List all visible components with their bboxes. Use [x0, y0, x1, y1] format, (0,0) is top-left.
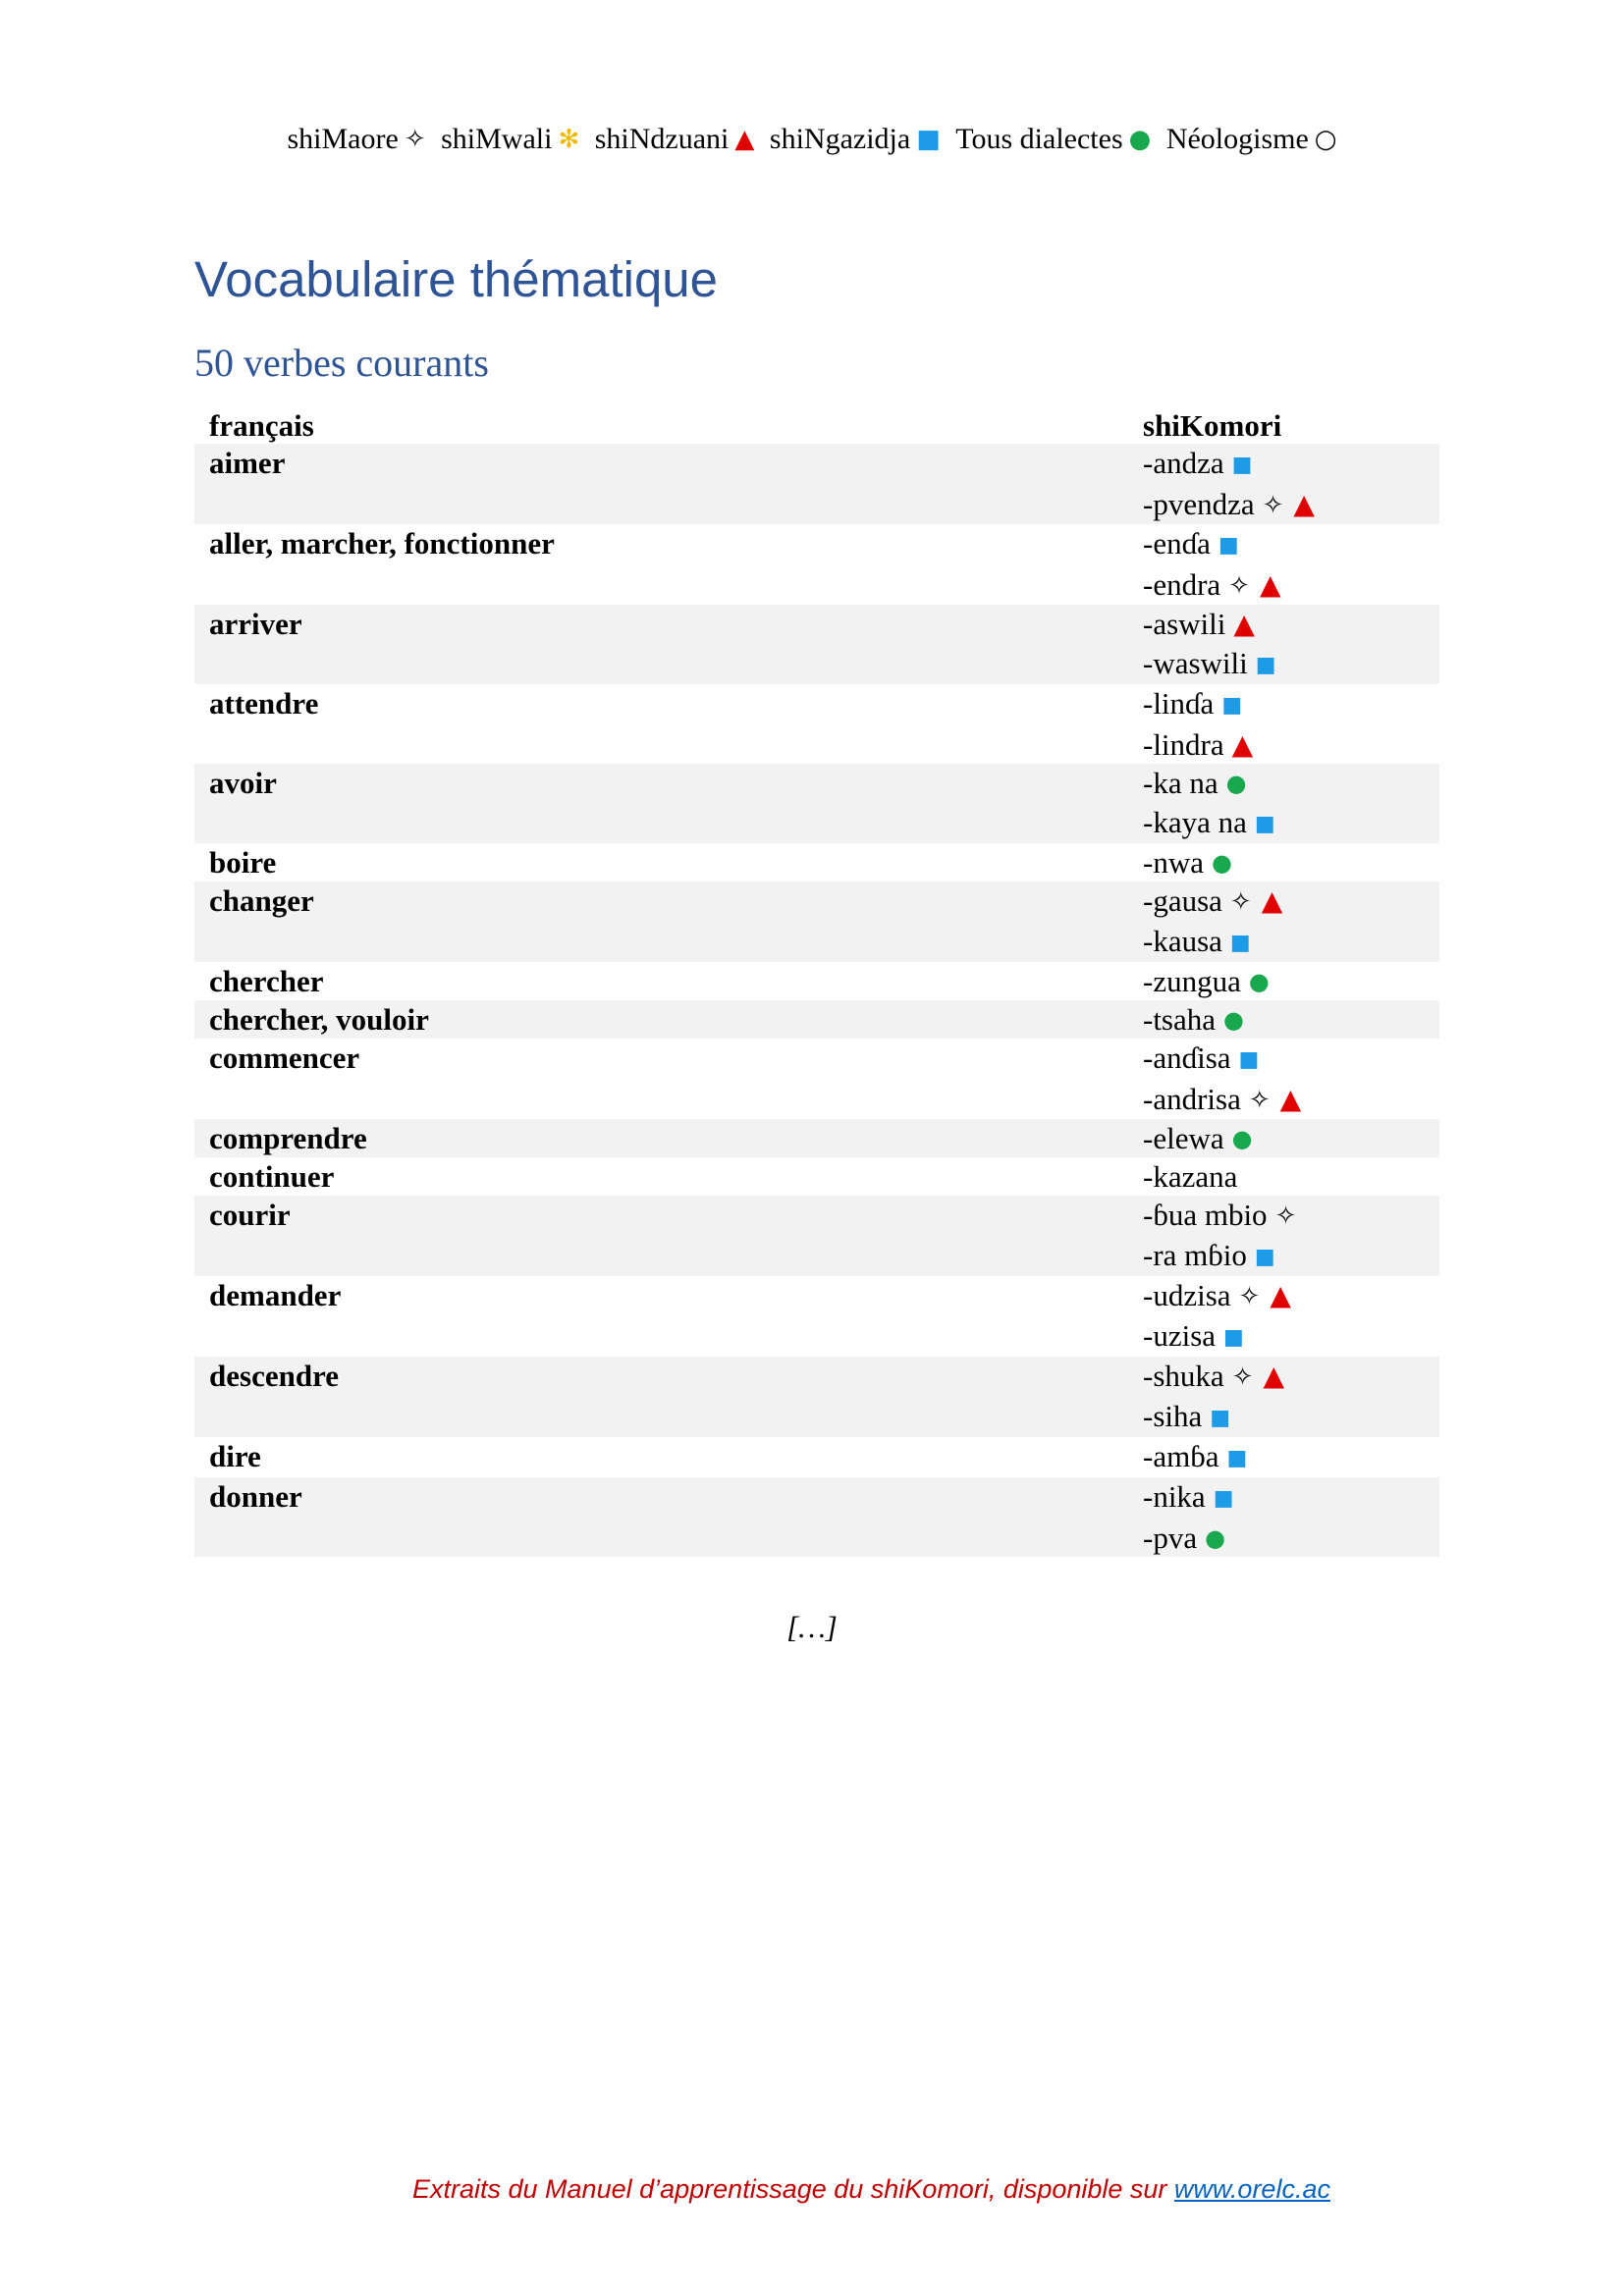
french-verb: dire	[209, 1439, 261, 1473]
translation-line	[1143, 486, 1439, 524]
blue-square-icon: ■	[1231, 453, 1253, 477]
shikomori-word: -shuka	[1143, 1359, 1224, 1393]
table-row	[194, 881, 1439, 962]
shikomori-word: -ra mɓio	[1143, 1238, 1247, 1272]
shikomori-translations	[1128, 1196, 1439, 1276]
shikomori-word: -uzisa	[1143, 1318, 1217, 1353]
four-point-star-icon: ✧	[1229, 887, 1252, 917]
legend-label: Néologisme	[1165, 123, 1309, 155]
translation-line	[1143, 1520, 1439, 1557]
french-verb: aller, marcher, fonctionner	[209, 526, 555, 561]
french-verb: donner	[194, 1477, 1128, 1557]
asterisk-flower-icon: ✻	[558, 125, 580, 154]
shikomori-translations	[1128, 843, 1439, 881]
translation-line	[1143, 765, 1439, 802]
shikomori-word: -enɗa	[1143, 526, 1211, 561]
french-verb: arriver	[194, 605, 1128, 684]
blue-square-icon: ■	[1254, 1245, 1275, 1269]
legend-entry	[1166, 123, 1337, 155]
four-point-star-icon: ✧	[1248, 1086, 1271, 1115]
dialect-markers	[1226, 1439, 1247, 1473]
translation-line	[1143, 1120, 1439, 1157]
shikomori-word: -ɓua mbio	[1143, 1198, 1268, 1232]
legend-entry	[595, 123, 755, 155]
translation-line	[1143, 1158, 1439, 1196]
shikomori-word: -elewa	[1143, 1121, 1224, 1155]
shikomori-word: -amɓa	[1143, 1439, 1219, 1473]
french-verb: demander	[209, 1278, 342, 1312]
legend-label: shiNdzuani	[594, 123, 730, 155]
blue-square-icon: ■	[1213, 1486, 1234, 1511]
red-triangle-icon: ▲	[1270, 1279, 1291, 1311]
green-dot-icon: ●	[1248, 968, 1270, 995]
green-dot-icon: ●	[1205, 1524, 1226, 1552]
dialect-markers	[1218, 526, 1239, 561]
red-triangle-icon: ▲	[1233, 608, 1255, 640]
shikomori-word: -nwa	[1143, 845, 1204, 880]
shikomori-translations	[1128, 444, 1439, 524]
table-row	[194, 1357, 1439, 1437]
shikomori-word: -tsaha	[1143, 1002, 1217, 1037]
translation-line	[1143, 1398, 1439, 1437]
dialect-markers	[1230, 883, 1282, 918]
dialect-markers	[1239, 1278, 1291, 1312]
translation-line	[1143, 844, 1439, 881]
legend-label: shiMwali	[441, 123, 553, 155]
french-verb: chercher	[209, 964, 324, 998]
dialect-markers	[1230, 924, 1251, 958]
legend-entry	[955, 123, 1151, 155]
shikomori-word: -kazana	[1143, 1159, 1238, 1194]
dialect-markers	[1205, 1521, 1225, 1555]
red-triangle-icon: ▲	[1259, 568, 1281, 601]
dialect-markers	[1214, 1479, 1234, 1514]
translation-line	[1143, 1197, 1439, 1235]
table-row	[194, 1196, 1439, 1276]
table-header-row	[194, 406, 1439, 444]
translation-line	[1143, 645, 1439, 684]
shikomori-translations	[1128, 764, 1439, 843]
dialect-markers	[1256, 646, 1276, 680]
shikomori-translations	[1128, 1357, 1439, 1437]
red-triangle-icon: ▲	[1231, 728, 1254, 761]
four-point-star-icon: ✧	[1274, 1201, 1297, 1231]
table-row	[194, 524, 1439, 605]
table-row	[194, 605, 1439, 684]
dialect-markers	[1263, 487, 1315, 521]
translation-line	[1143, 1237, 1439, 1276]
footer-text: Extraits du Manuel d’apprentissage du shiKomori, disponible sur	[412, 2174, 1174, 2204]
dialect-markers	[1275, 1198, 1297, 1232]
blue-square-icon: ■	[1223, 1325, 1244, 1350]
dialect-markers	[1226, 766, 1247, 800]
legend-label: shiMaore	[287, 123, 399, 155]
shikomori-word: -udzisa	[1143, 1278, 1231, 1312]
four-point-star-icon: ✧	[404, 125, 426, 154]
shikomori-word: -kausa	[1143, 924, 1222, 958]
red-triangle-icon: ▲	[1279, 1083, 1302, 1115]
dialect-markers	[1232, 1359, 1284, 1393]
shikomori-translations	[1128, 881, 1439, 962]
shikomori-translations	[1128, 962, 1439, 1000]
translation-line	[1143, 882, 1439, 921]
translation-line	[1143, 1317, 1439, 1357]
column-header-shikomori: shiKomori	[1128, 406, 1439, 444]
red-triangle-icon: ▲	[1293, 488, 1315, 520]
shikomori-word: -siha	[1143, 1399, 1203, 1433]
shikomori-translations	[1128, 1157, 1439, 1196]
dialect-markers	[1249, 964, 1270, 998]
blue-square-icon: ■	[1221, 693, 1243, 718]
red-triangle-icon: ▲	[1263, 1360, 1284, 1392]
table-row	[194, 444, 1439, 524]
four-point-star-icon: ✧	[1262, 491, 1284, 520]
shikomori-word: -pvendza	[1143, 487, 1255, 521]
shikomori-word: -aswili	[1143, 607, 1226, 641]
dialect-markers	[1212, 845, 1232, 880]
table-row	[194, 1437, 1439, 1477]
dialect-markers	[1232, 727, 1254, 762]
green-dot-icon: ●	[1225, 770, 1247, 797]
shikomori-translations	[1128, 684, 1439, 764]
translation-line	[1143, 963, 1439, 1000]
hollow-circle-icon: ○	[1314, 125, 1337, 154]
vocabulary-table	[194, 406, 1439, 1557]
translation-line	[1143, 445, 1439, 484]
dialect-markers	[1239, 1041, 1260, 1075]
translation-line	[1143, 1478, 1439, 1518]
translation-line	[1143, 726, 1439, 764]
dialect-markers	[1232, 1121, 1253, 1155]
translation-line	[1143, 1358, 1439, 1396]
shikomori-translations	[1128, 1276, 1439, 1357]
translation-line	[1143, 1040, 1439, 1079]
table-row	[194, 1039, 1439, 1119]
shikomori-translations	[1128, 1000, 1439, 1039]
green-dot-icon: ●	[1211, 849, 1232, 877]
column-header-francais: français	[194, 406, 1128, 444]
translation-line	[1143, 566, 1439, 605]
french-verb: changer	[194, 881, 1128, 962]
shikomori-translations	[1128, 1119, 1439, 1157]
footer-note	[412, 2174, 1330, 2205]
blue-square-icon: ■	[1254, 812, 1275, 836]
shikomori-word: -nika	[1143, 1479, 1206, 1514]
shikomori-word: -gausa	[1143, 883, 1222, 918]
blue-square-icon: ■	[1226, 1446, 1248, 1470]
table-row	[194, 1119, 1439, 1157]
blue-square-icon: ■	[1229, 931, 1251, 955]
legend-entry	[770, 123, 941, 155]
french-verb: descendre	[194, 1357, 1128, 1437]
shikomori-word: -zungua	[1143, 964, 1241, 998]
translation-line	[1143, 1081, 1439, 1119]
dialect-markers	[1255, 1238, 1275, 1272]
shikomori-word: -waswili	[1143, 646, 1248, 680]
blue-square-icon: ■	[1210, 1406, 1231, 1430]
shikomori-word: -anɗisa	[1143, 1041, 1231, 1075]
table-row	[194, 843, 1439, 881]
dialect-markers	[1210, 1399, 1230, 1433]
dialect-markers	[1221, 686, 1242, 721]
shikomori-word: -andza	[1143, 446, 1224, 480]
legend-label: Tous dialectes	[955, 123, 1123, 155]
translation-line	[1143, 606, 1439, 643]
legend-label: shiNgazidja	[769, 123, 911, 155]
translation-line	[1143, 1438, 1439, 1477]
dialect-markers	[1223, 1318, 1244, 1353]
dialect-markers	[1228, 567, 1280, 602]
legend-entry	[441, 123, 579, 155]
shikomori-word: -lindra	[1143, 727, 1224, 762]
translation-line	[1143, 1001, 1439, 1039]
page-title: Vocabulaire thématique	[194, 251, 719, 307]
red-triangle-icon: ▲	[1261, 884, 1283, 917]
shikomori-word: -kaya na	[1143, 805, 1247, 839]
translation-line	[1143, 923, 1439, 962]
french-verb: courir	[194, 1196, 1128, 1276]
ellipsis-marker: […]	[786, 1610, 838, 1644]
shikomori-word: -linɗa	[1143, 686, 1215, 721]
dialect-markers	[1233, 607, 1255, 641]
table-body	[194, 444, 1439, 1557]
french-verb: comprendre	[194, 1119, 1128, 1157]
dialect-markers	[1255, 805, 1275, 839]
table-row	[194, 764, 1439, 843]
dialect-markers	[1223, 1002, 1244, 1037]
french-verb: avoir	[194, 764, 1128, 843]
french-verb: continuer	[209, 1159, 335, 1194]
table-row	[194, 962, 1439, 1000]
green-dot-icon: ●	[1231, 1125, 1253, 1152]
dialect-markers	[1249, 1082, 1301, 1116]
four-point-star-icon: ✧	[1231, 1362, 1254, 1392]
blue-square-icon: ■	[1218, 533, 1239, 558]
shikomori-translations	[1128, 605, 1439, 684]
section-title: 50 verbes courants	[194, 341, 489, 385]
translation-line	[1143, 804, 1439, 843]
table-row	[194, 1000, 1439, 1039]
shikomori-word: -endra	[1143, 567, 1221, 602]
blue-square-icon: ■	[916, 125, 941, 154]
table-row	[194, 1157, 1439, 1196]
table-row	[194, 684, 1439, 764]
french-verb: attendre	[209, 686, 319, 721]
shikomori-word: -ka na	[1143, 766, 1218, 800]
translation-line	[1143, 685, 1439, 724]
translation-line	[1143, 525, 1439, 564]
shikomori-word: -pva	[1143, 1521, 1198, 1555]
french-verb: boire	[209, 845, 277, 880]
red-triangle-icon: ▲	[734, 125, 755, 154]
shikomori-translations	[1128, 524, 1439, 605]
shikomori-translations	[1128, 1437, 1439, 1477]
green-dot-icon: ●	[1223, 1006, 1244, 1034]
blue-square-icon: ■	[1255, 653, 1276, 677]
table-row	[194, 1276, 1439, 1357]
dialect-markers	[1232, 446, 1253, 480]
translation-line	[1143, 1277, 1439, 1315]
shikomori-translations	[1128, 1477, 1439, 1557]
four-point-star-icon: ✧	[1228, 571, 1250, 601]
table-row	[194, 1477, 1439, 1557]
blue-square-icon: ■	[1238, 1047, 1260, 1072]
four-point-star-icon: ✧	[1238, 1282, 1261, 1311]
french-verb: chercher, vouloir	[194, 1000, 1128, 1039]
french-verb: commencer	[209, 1041, 360, 1075]
shikomori-translations	[1128, 1039, 1439, 1119]
french-verb: aimer	[194, 444, 1128, 524]
shikomori-word: -andrisa	[1143, 1082, 1241, 1116]
footer-link[interactable]: www.orelc.ac	[1173, 2174, 1330, 2204]
dialect-legend	[0, 120, 1624, 159]
green-dot-icon: ●	[1128, 125, 1152, 154]
legend-entry	[288, 123, 426, 155]
